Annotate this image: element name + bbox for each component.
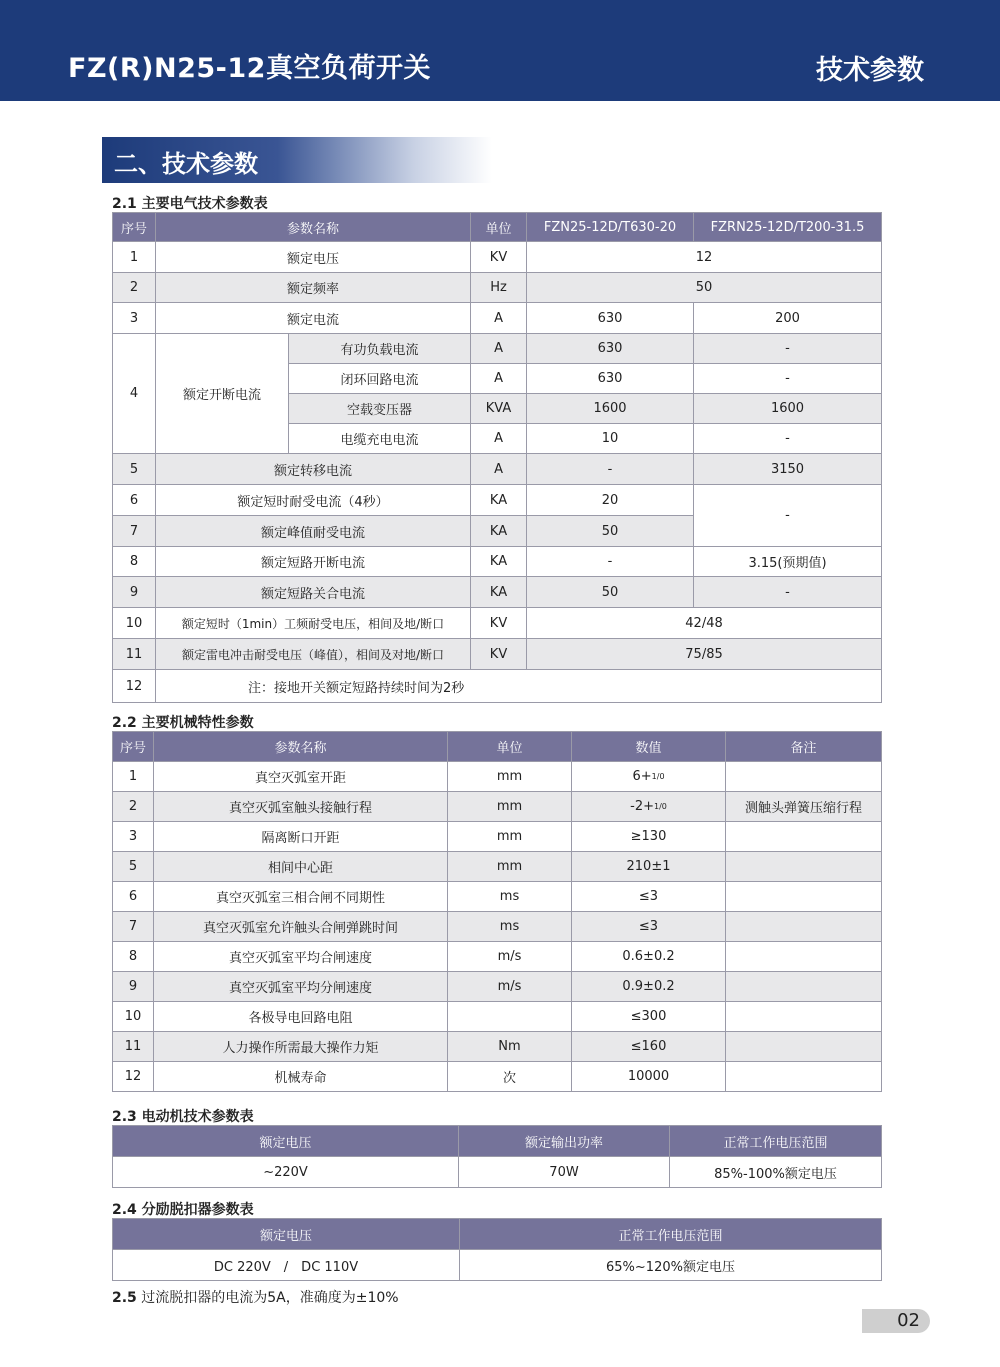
cell: 额定转移电流 [156,454,471,485]
cell: 75/85 [527,639,882,670]
cell: 额定短时（1min）工频耐受电压，相间及地/断口 [156,608,471,639]
cell [572,762,726,792]
table-row [113,334,882,364]
cell: 真空灭弧室触头接触行程 [154,792,448,822]
cell: 65%~120%额定电压 [460,1250,882,1281]
cell: 8 [113,547,156,577]
mechanical-params-table [112,731,882,1092]
cell: 额定短时耐受电流（4秒） [156,485,471,516]
table-header-row [113,1126,882,1157]
cell [726,762,882,792]
table-row [113,912,882,942]
cell [726,1062,882,1092]
cell: mm [448,792,572,822]
header-cell: FZRN25-12D/T200-31.5 [694,213,882,242]
cell [726,1002,882,1032]
table-row [113,547,882,577]
table-row [113,1250,882,1281]
cell: m/s [448,942,572,972]
cell: 0.6±0.2 [572,942,726,972]
table-row [113,1002,882,1032]
cell [726,972,882,1002]
cell: 额定雷电冲击耐受电压（峰值），相间及对地/断口 [156,639,471,670]
header-cell: FZN25-12D/T630-20 [527,213,694,242]
cell: 12 [113,1062,154,1092]
cell: ~220V [113,1157,459,1188]
cell: 50 [527,273,882,303]
table4-title: 2.4 分励脱扣器参数表 [112,1202,254,1218]
cell: 210±1 [572,852,726,882]
cell: 5 [113,852,154,882]
cell: KA [471,516,527,547]
cell: 1 [113,242,156,273]
table-row [113,972,882,1002]
cell: 相间中心距 [154,852,448,882]
electrical-params-table [112,212,882,703]
table-row [113,762,882,792]
cell: - [527,547,694,577]
cell: 额定电流 [156,303,471,334]
cell: KA [471,485,527,516]
overcurrent-note [112,1287,399,1307]
header-cell: 额定电压 [113,1219,460,1250]
cell: 机械寿命 [154,1062,448,1092]
header-section-label: 技术参数 [816,55,924,86]
cell: 20 [527,485,694,516]
cell: 额定短路开断电流 [156,547,471,577]
table-row [113,792,882,822]
note-number: 2.5 [112,1290,137,1306]
header-cell: 额定输出功率 [459,1126,670,1157]
header-cell: 数值 [572,732,726,762]
cell: 4 [113,334,156,454]
cell: KA [471,577,527,608]
cell: ms [448,882,572,912]
cell: - [694,424,882,454]
cell: 3 [113,822,154,852]
cell: 7 [113,912,154,942]
tolerance-mark: 1/0 [653,802,667,811]
cell: 真空灭弧室平均合闸速度 [154,942,448,972]
cell: 2 [113,792,154,822]
cell: 85%-100%额定电压 [670,1157,882,1188]
cell: - [694,364,882,394]
cell: 真空灭弧室允许触头合闸弹跳时间 [154,912,448,942]
cell: A [471,303,527,334]
table2-title: 2.2 主要机械特性参数 [112,715,254,731]
header-cell: 参数名称 [156,213,471,242]
cell: Hz [471,273,527,303]
header-cell: 序号 [113,732,154,762]
tolerance-upper: 1 [651,772,657,781]
header-cell: 单位 [471,213,527,242]
cell: 6 [113,882,154,912]
cell [726,882,882,912]
cell: 真空灭弧室开距 [154,762,448,792]
cell: A [471,334,527,364]
section-banner [102,137,492,183]
cell: 10 [113,608,156,639]
cell: 2 [113,273,156,303]
cell: 12 [527,242,882,273]
cell: 额定短路关合电流 [156,577,471,608]
cell: KV [471,242,527,273]
page-number: 02 [862,1309,930,1333]
cell: 10000 [572,1062,726,1092]
table1-title: 2.1 主要电气技术参数表 [112,196,268,212]
cell: - [694,485,882,547]
cell: 7 [113,516,156,547]
cell: - [694,334,882,364]
table-row [113,1062,882,1092]
cell [572,792,726,822]
cell: 闭环回路电流 [289,364,471,394]
page-header [0,0,1000,101]
cell: 人力操作所需最大操作力矩 [154,1032,448,1062]
tolerance-lower: 0 [661,802,667,811]
cell [726,822,882,852]
table-row [113,303,882,334]
cell [726,912,882,942]
cell: 电缆充电电流 [289,424,471,454]
table-header-row [113,213,882,242]
cell: - [527,454,694,485]
cell: 3 [113,303,156,334]
cell: ≤3 [572,912,726,942]
cell: KV [471,639,527,670]
cell [448,1002,572,1032]
cell: 额定开断电流 [156,334,289,454]
cell: 9 [113,972,154,1002]
tolerance-lower: 0 [659,772,665,781]
header-cell: 正常工作电压范围 [670,1126,882,1157]
cell: 5 [113,454,156,485]
table-row [113,942,882,972]
cell: 额定峰值耐受电流 [156,516,471,547]
table-header-row [113,732,882,762]
shunt-release-table [112,1218,882,1281]
cell: 10 [527,424,694,454]
cell: - [694,577,882,608]
cell: ≤300 [572,1002,726,1032]
cell: Nm [448,1032,572,1062]
cell: 630 [527,364,694,394]
header-cell: 单位 [448,732,572,762]
table-row [113,273,882,303]
header-cell: 序号 [113,213,156,242]
cell: 200 [694,303,882,334]
table-row [113,485,882,516]
cell: 测触头弹簧压缩行程 [726,792,882,822]
cell: 3150 [694,454,882,485]
header-cell: 参数名称 [154,732,448,762]
cell: KVA [471,394,527,424]
cell: ≤3 [572,882,726,912]
cell [726,1032,882,1062]
cell: 12 [113,670,156,703]
cell: 隔离断口开距 [154,822,448,852]
tolerance-upper: 1 [653,802,660,811]
cell: A [471,454,527,485]
cell: 630 [527,334,694,364]
header-cell: 备注 [726,732,882,762]
cell: 真空灭弧室三相合闸不同期性 [154,882,448,912]
cell: 真空灭弧室平均分闸速度 [154,972,448,1002]
cell: 1 [113,762,154,792]
note-text: 过流脱扣器的电流为5A，准确度为±10% [136,1290,399,1306]
header-cell: 额定电压 [113,1126,459,1157]
cell: KA [471,547,527,577]
table3-title: 2.3 电动机技术参数表 [112,1109,254,1125]
table-row [113,454,882,485]
cell: 1600 [527,394,694,424]
cell: mm [448,762,572,792]
cell: 额定频率 [156,273,471,303]
cell: 额定电压 [156,242,471,273]
table-row [113,670,882,703]
table-row [113,1157,882,1188]
cell: 11 [113,639,156,670]
cell: 3.15(预期值) [694,547,882,577]
cell: 10 [113,1002,154,1032]
table-row [113,882,882,912]
cell: 空载变压器 [289,394,471,424]
table-row [113,242,882,273]
table-header-row [113,1219,882,1250]
table-row [113,822,882,852]
cell: m/s [448,972,572,1002]
table-row [113,852,882,882]
cell: 50 [527,516,694,547]
cell: 1600 [694,394,882,424]
motor-params-table [112,1125,882,1188]
table-row [113,1032,882,1062]
cell: mm [448,852,572,882]
cell [726,942,882,972]
value-text: 6+ [632,769,652,784]
cell: A [471,364,527,394]
cell: 次 [448,1062,572,1092]
cell: KV [471,608,527,639]
cell: 11 [113,1032,154,1062]
cell: 42/48 [527,608,882,639]
note-cell: 注：接地开关额定短路持续时间为2秒 [156,670,882,703]
cell: 50 [527,577,694,608]
section-title: 二、技术参数 [114,150,258,178]
cell: ms [448,912,572,942]
table-row [113,639,882,670]
table-row [113,608,882,639]
cell: DC 220V / DC 110V [113,1250,460,1281]
cell: 6 [113,485,156,516]
cell: 0.9±0.2 [572,972,726,1002]
cell: ≥130 [572,822,726,852]
header-cell: 正常工作电压范围 [460,1219,882,1250]
cell [726,852,882,882]
document-title: FZ(R)N25-12真空负荷开关 [68,53,431,84]
cell: 各极导电回路电阻 [154,1002,448,1032]
tolerance-mark: 1/0 [651,772,665,781]
cell: 70W [459,1157,670,1188]
cell: 630 [527,303,694,334]
cell: mm [448,822,572,852]
value-text: -2+ [630,799,654,814]
cell: 有功负载电流 [289,334,471,364]
cell: 8 [113,942,154,972]
cell: A [471,424,527,454]
cell: 9 [113,577,156,608]
table-row [113,577,882,608]
cell: ≤160 [572,1032,726,1062]
